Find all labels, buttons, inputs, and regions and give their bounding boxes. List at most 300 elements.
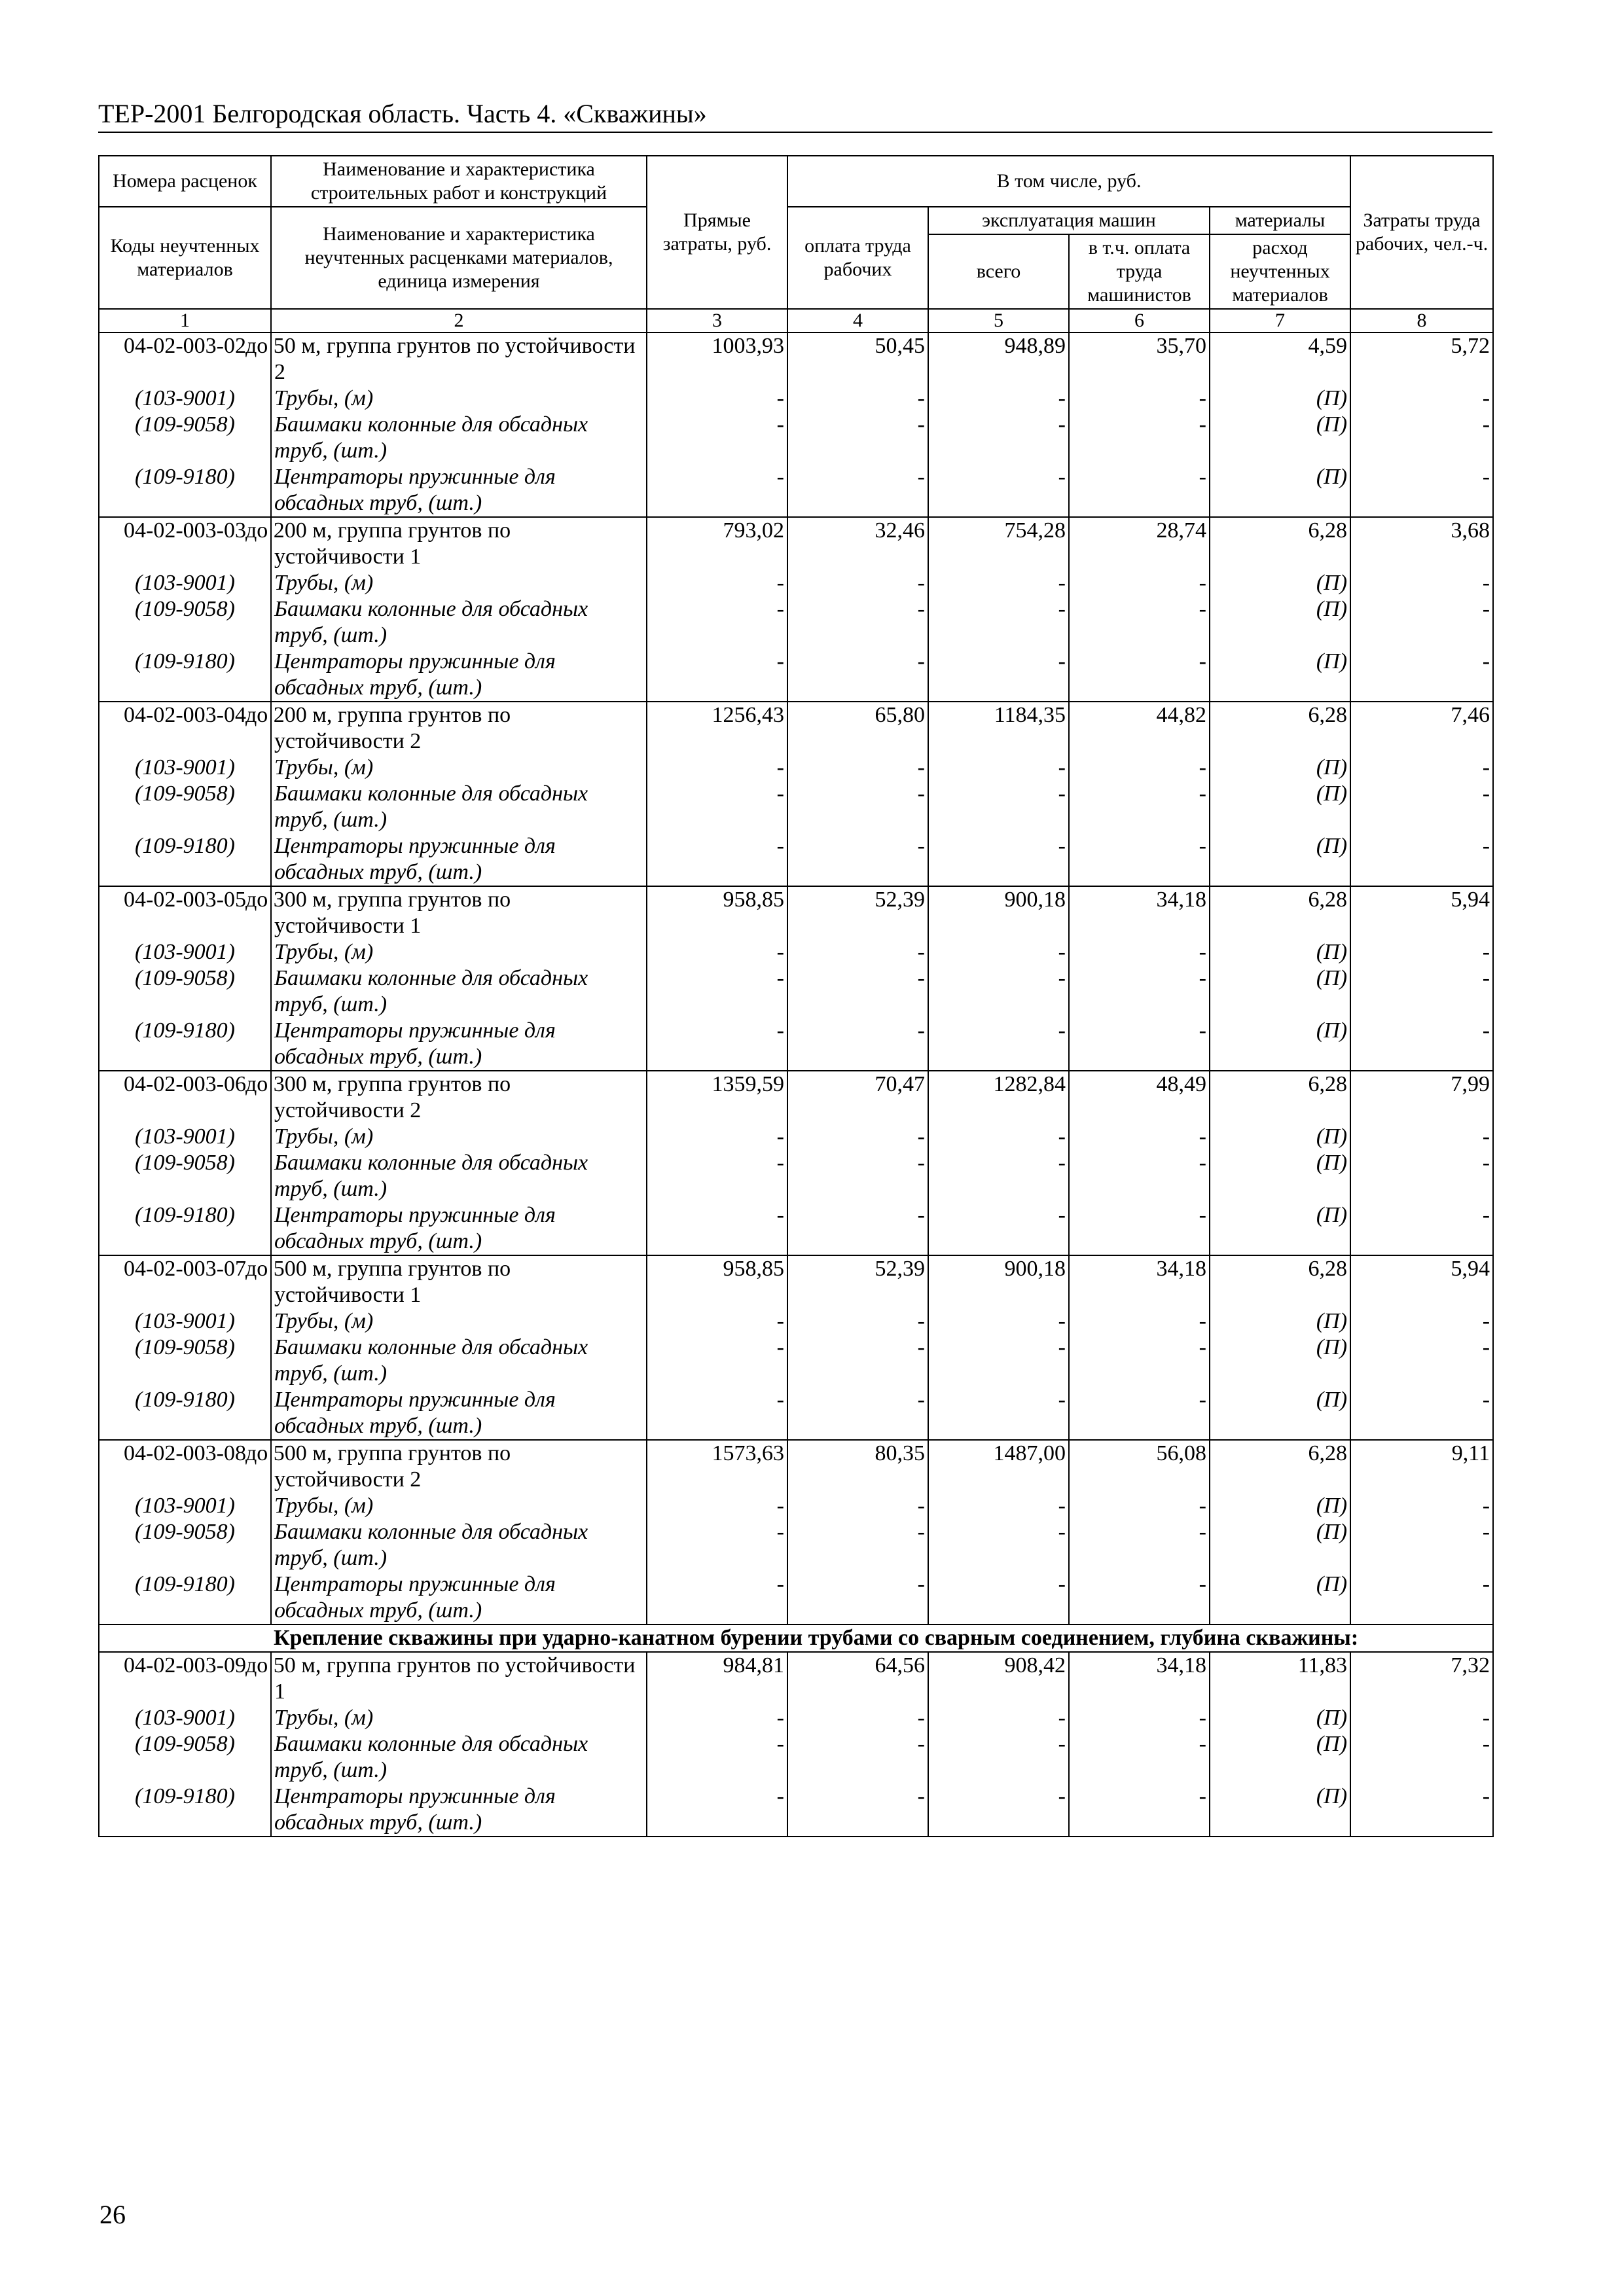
- workers-pay-value: -: [787, 570, 928, 596]
- labor-costs-value: -: [1350, 755, 1493, 781]
- material-code: (103-9001): [99, 755, 271, 781]
- rate-row: [99, 1071, 1493, 1124]
- material-name: Трубы, (м): [271, 1124, 647, 1150]
- material-row: [99, 386, 1493, 412]
- rate-code: 04-02-003-06: [99, 1071, 271, 1124]
- labor-costs-value: -: [1350, 1387, 1493, 1440]
- page-header-title: ТЕР-2001 Белгородская область. Часть 4. «Скважины»: [98, 99, 707, 128]
- materials-value: (П): [1210, 1705, 1350, 1731]
- machinists-pay-value: -: [1069, 1571, 1210, 1624]
- material-name: Башмаки колонные для обсадных труб, (шт.): [271, 596, 647, 649]
- material-name: Трубы, (м): [271, 1705, 647, 1731]
- materials-value: (П): [1210, 833, 1350, 886]
- material-code: (103-9001): [99, 570, 271, 596]
- machinists-pay-value: 34,18: [1069, 1255, 1210, 1308]
- machines-total-value: -: [928, 1150, 1069, 1202]
- material-name: Трубы, (м): [271, 570, 647, 596]
- machinists-pay-value: -: [1069, 649, 1210, 702]
- machinists-pay-value: -: [1069, 386, 1210, 412]
- workers-pay-value: -: [787, 1731, 928, 1784]
- direct-costs-value: -: [647, 939, 787, 965]
- header-machine-operation: эксплуатация машин: [928, 207, 1210, 234]
- materials-value: 6,28: [1210, 1071, 1350, 1124]
- work-name: до 500 м, группа грунтов по устойчивости 2: [271, 1440, 647, 1493]
- material-code: (103-9001): [99, 1124, 271, 1150]
- material-name: Башмаки колонные для обсадных труб, (шт.): [271, 1731, 647, 1784]
- machines-total-value: 1487,00: [928, 1440, 1069, 1493]
- labor-costs-value: -: [1350, 649, 1493, 702]
- header-machines-total: всего: [928, 234, 1069, 309]
- rate-row: [99, 702, 1493, 755]
- workers-pay-value: 70,47: [787, 1071, 928, 1124]
- machinists-pay-value: 34,18: [1069, 1652, 1210, 1705]
- material-name: Центраторы пружинные для обсадных труб, (шт.): [271, 649, 647, 702]
- material-code: (109-9058): [99, 965, 271, 1018]
- header-unaccounted-codes: Коды неучтенных материалов: [99, 207, 271, 309]
- labor-costs-value: -: [1350, 1493, 1493, 1519]
- materials-value: (П): [1210, 1731, 1350, 1784]
- labor-costs-value: -: [1350, 464, 1493, 517]
- workers-pay-value: -: [787, 1571, 928, 1624]
- workers-pay-value: -: [787, 1018, 928, 1071]
- workers-pay-value: -: [787, 1519, 928, 1571]
- workers-pay-value: -: [787, 1150, 928, 1202]
- direct-costs-value: 1573,63: [647, 1440, 787, 1493]
- material-code: (109-9180): [99, 1571, 271, 1624]
- machines-total-value: 900,18: [928, 1255, 1069, 1308]
- workers-pay-value: -: [787, 1705, 928, 1731]
- machines-total-value: 1282,84: [928, 1071, 1069, 1124]
- materials-value: (П): [1210, 1519, 1350, 1571]
- materials-value: (П): [1210, 1387, 1350, 1440]
- materials-value: (П): [1210, 1150, 1350, 1202]
- material-row: [99, 1493, 1493, 1519]
- rate-row: [99, 1255, 1493, 1308]
- machinists-pay-value: -: [1069, 1018, 1210, 1071]
- col-number: 2: [271, 309, 647, 332]
- machines-total-value: -: [928, 1571, 1069, 1624]
- machinists-pay-value: -: [1069, 781, 1210, 833]
- machines-total-value: -: [928, 1124, 1069, 1150]
- materials-value: (П): [1210, 1308, 1350, 1335]
- labor-costs-value: -: [1350, 965, 1493, 1018]
- machinists-pay-value: -: [1069, 1784, 1210, 1837]
- material-code: (103-9001): [99, 1308, 271, 1335]
- workers-pay-value: -: [787, 1335, 928, 1387]
- header-rate-number: Номера расценок: [99, 156, 271, 207]
- col-number: 5: [928, 309, 1069, 332]
- direct-costs-value: 984,81: [647, 1652, 787, 1705]
- material-name: Центраторы пружинные для обсадных труб, (шт.): [271, 1571, 647, 1624]
- materials-value: (П): [1210, 1202, 1350, 1255]
- materials-value: 6,28: [1210, 702, 1350, 755]
- labor-costs-value: 7,99: [1350, 1071, 1493, 1124]
- materials-value: (П): [1210, 965, 1350, 1018]
- material-row: [99, 1571, 1493, 1624]
- labor-costs-value: -: [1350, 781, 1493, 833]
- work-name: до 300 м, группа грунтов по устойчивости 1: [271, 886, 647, 939]
- rate-code: 04-02-003-09: [99, 1652, 271, 1705]
- materials-value: 6,28: [1210, 517, 1350, 570]
- machinists-pay-value: -: [1069, 1124, 1210, 1150]
- machinists-pay-value: -: [1069, 939, 1210, 965]
- rate-code: 04-02-003-04: [99, 702, 271, 755]
- workers-pay-value: -: [787, 464, 928, 517]
- machinists-pay-value: 28,74: [1069, 517, 1210, 570]
- materials-value: (П): [1210, 781, 1350, 833]
- material-code: (109-9058): [99, 412, 271, 464]
- material-row: [99, 781, 1493, 833]
- machinists-pay-value: -: [1069, 1519, 1210, 1571]
- labor-costs-value: -: [1350, 570, 1493, 596]
- machinists-pay-value: -: [1069, 1202, 1210, 1255]
- machines-total-value: -: [928, 386, 1069, 412]
- machines-total-value: -: [928, 1705, 1069, 1731]
- workers-pay-value: 80,35: [787, 1440, 928, 1493]
- machinists-pay-value: -: [1069, 1387, 1210, 1440]
- material-code: (109-9058): [99, 781, 271, 833]
- material-name: Трубы, (м): [271, 386, 647, 412]
- machines-total-value: 948,89: [928, 332, 1069, 386]
- machines-total-value: -: [928, 570, 1069, 596]
- workers-pay-value: -: [787, 939, 928, 965]
- header-unaccounted-names: Наименование и характеристика неучтенных расценками материалов, единица измерения: [271, 207, 647, 309]
- col-number: 6: [1069, 309, 1210, 332]
- direct-costs-value: -: [647, 1308, 787, 1335]
- machinists-pay-value: 44,82: [1069, 702, 1210, 755]
- work-name: до 500 м, группа грунтов по устойчивости 1: [271, 1255, 647, 1308]
- material-name: Центраторы пружинные для обсадных труб, (шт.): [271, 1387, 647, 1440]
- machines-total-value: -: [928, 1731, 1069, 1784]
- direct-costs-value: -: [647, 1571, 787, 1624]
- materials-value: (П): [1210, 1784, 1350, 1837]
- material-name: Башмаки колонные для обсадных труб, (шт.): [271, 1150, 647, 1202]
- labor-costs-value: 7,32: [1350, 1652, 1493, 1705]
- workers-pay-value: -: [787, 1784, 928, 1837]
- workers-pay-value: -: [787, 1493, 928, 1519]
- materials-value: (П): [1210, 386, 1350, 412]
- machines-total-value: 1184,35: [928, 702, 1069, 755]
- col-number: 4: [787, 309, 928, 332]
- material-name: Трубы, (м): [271, 1493, 647, 1519]
- work-name: до 300 м, группа грунтов по устойчивости 2: [271, 1071, 647, 1124]
- machinists-pay-value: -: [1069, 755, 1210, 781]
- workers-pay-value: -: [787, 781, 928, 833]
- machines-total-value: 908,42: [928, 1652, 1069, 1705]
- material-code: (103-9001): [99, 386, 271, 412]
- materials-value: (П): [1210, 649, 1350, 702]
- machines-total-value: -: [928, 1493, 1069, 1519]
- machines-total-value: 754,28: [928, 517, 1069, 570]
- header-machinists-pay: в т.ч. оплата труда машинистов: [1069, 234, 1210, 309]
- section-row: [99, 1624, 1493, 1652]
- direct-costs-value: 793,02: [647, 517, 787, 570]
- labor-costs-value: 5,94: [1350, 886, 1493, 939]
- material-name: Трубы, (м): [271, 939, 647, 965]
- direct-costs-value: 1003,93: [647, 332, 787, 386]
- direct-costs-value: -: [647, 412, 787, 464]
- direct-costs-value: -: [647, 1150, 787, 1202]
- materials-value: (П): [1210, 1018, 1350, 1071]
- rate-row: [99, 1652, 1493, 1705]
- material-row: [99, 755, 1493, 781]
- workers-pay-value: -: [787, 386, 928, 412]
- material-name: Центраторы пружинные для обсадных труб, (шт.): [271, 464, 647, 517]
- material-name: Трубы, (м): [271, 1308, 647, 1335]
- materials-value: 6,28: [1210, 886, 1350, 939]
- workers-pay-value: -: [787, 755, 928, 781]
- machinists-pay-value: -: [1069, 1493, 1210, 1519]
- material-name: Башмаки колонные для обсадных труб, (шт.): [271, 781, 647, 833]
- materials-value: (П): [1210, 755, 1350, 781]
- material-code: (109-9058): [99, 1150, 271, 1202]
- material-row: [99, 1731, 1493, 1784]
- direct-costs-value: -: [647, 464, 787, 517]
- machines-total-value: -: [928, 1202, 1069, 1255]
- rate-code: 04-02-003-05: [99, 886, 271, 939]
- table-body: [99, 332, 1493, 1837]
- workers-pay-value: 65,80: [787, 702, 928, 755]
- workers-pay-value: -: [787, 833, 928, 886]
- workers-pay-value: 50,45: [787, 332, 928, 386]
- machinists-pay-value: 56,08: [1069, 1440, 1210, 1493]
- rates-table: [98, 155, 1494, 1837]
- direct-costs-value: 1256,43: [647, 702, 787, 755]
- direct-costs-value: -: [647, 833, 787, 886]
- machinists-pay-value: 34,18: [1069, 886, 1210, 939]
- header-direct-costs: Прямые затраты, руб.: [647, 156, 787, 309]
- workers-pay-value: -: [787, 1202, 928, 1255]
- col-number: 8: [1350, 309, 1493, 332]
- machines-total-value: -: [928, 781, 1069, 833]
- col-number: 3: [647, 309, 787, 332]
- material-code: (109-9180): [99, 833, 271, 886]
- material-row: [99, 939, 1493, 965]
- material-code: (103-9001): [99, 939, 271, 965]
- material-code: (109-9180): [99, 649, 271, 702]
- machines-total-value: -: [928, 412, 1069, 464]
- machines-total-value: 900,18: [928, 886, 1069, 939]
- work-name: до 200 м, группа грунтов по устойчивости 2: [271, 702, 647, 755]
- direct-costs-value: -: [647, 386, 787, 412]
- material-code: (109-9180): [99, 1018, 271, 1071]
- direct-costs-value: -: [647, 1731, 787, 1784]
- labor-costs-value: -: [1350, 386, 1493, 412]
- machinists-pay-value: -: [1069, 1731, 1210, 1784]
- materials-value: (П): [1210, 1493, 1350, 1519]
- material-row: [99, 1202, 1493, 1255]
- labor-costs-value: -: [1350, 1202, 1493, 1255]
- header-materials: материалы: [1210, 207, 1350, 234]
- labor-costs-value: -: [1350, 833, 1493, 886]
- workers-pay-value: -: [787, 1387, 928, 1440]
- labor-costs-value: -: [1350, 1124, 1493, 1150]
- labor-costs-value: -: [1350, 1705, 1493, 1731]
- labor-costs-value: -: [1350, 1018, 1493, 1071]
- direct-costs-value: -: [647, 1705, 787, 1731]
- material-row: [99, 1150, 1493, 1202]
- machines-total-value: -: [928, 649, 1069, 702]
- machines-total-value: -: [928, 939, 1069, 965]
- material-row: [99, 649, 1493, 702]
- materials-value: 4,59: [1210, 332, 1350, 386]
- material-row: [99, 1519, 1493, 1571]
- machines-total-value: -: [928, 1784, 1069, 1837]
- material-code: (103-9001): [99, 1705, 271, 1731]
- machinists-pay-value: -: [1069, 412, 1210, 464]
- materials-value: (П): [1210, 596, 1350, 649]
- machinists-pay-value: -: [1069, 1335, 1210, 1387]
- header-workers-pay: оплата труда рабочих: [787, 207, 928, 309]
- header-labor-costs: Затраты труда рабочих, чел.-ч.: [1350, 156, 1493, 309]
- machines-total-value: -: [928, 1519, 1069, 1571]
- direct-costs-value: -: [647, 1018, 787, 1071]
- machinists-pay-value: -: [1069, 1150, 1210, 1202]
- workers-pay-value: -: [787, 649, 928, 702]
- materials-value: (П): [1210, 464, 1350, 517]
- direct-costs-value: -: [647, 570, 787, 596]
- labor-costs-value: -: [1350, 1571, 1493, 1624]
- workers-pay-value: 64,56: [787, 1652, 928, 1705]
- machines-total-value: -: [928, 965, 1069, 1018]
- labor-costs-value: -: [1350, 1731, 1493, 1784]
- work-name: до 50 м, группа грунтов по устойчивости 2: [271, 332, 647, 386]
- labor-costs-value: 5,72: [1350, 332, 1493, 386]
- direct-costs-value: -: [647, 1124, 787, 1150]
- material-row: [99, 833, 1493, 886]
- rate-code: 04-02-003-07: [99, 1255, 271, 1308]
- machinists-pay-value: -: [1069, 833, 1210, 886]
- header-unaccounted-consumption: расход неучтенных материалов: [1210, 234, 1350, 309]
- labor-costs-value: 7,46: [1350, 702, 1493, 755]
- material-row: [99, 1784, 1493, 1837]
- materials-value: (П): [1210, 570, 1350, 596]
- material-code: (109-9058): [99, 1335, 271, 1387]
- material-row: [99, 1308, 1493, 1335]
- material-row: [99, 570, 1493, 596]
- material-name: Центраторы пружинные для обсадных труб, (шт.): [271, 1202, 647, 1255]
- table-header: [99, 156, 1493, 332]
- material-code: (109-9058): [99, 1519, 271, 1571]
- material-row: [99, 464, 1493, 517]
- material-code: (109-9058): [99, 1731, 271, 1784]
- labor-costs-value: -: [1350, 412, 1493, 464]
- workers-pay-value: 52,39: [787, 886, 928, 939]
- machinists-pay-value: -: [1069, 965, 1210, 1018]
- workers-pay-value: -: [787, 412, 928, 464]
- labor-costs-value: -: [1350, 1784, 1493, 1837]
- materials-value: 6,28: [1210, 1440, 1350, 1493]
- direct-costs-value: 1359,59: [647, 1071, 787, 1124]
- workers-pay-value: -: [787, 1308, 928, 1335]
- direct-costs-value: 958,85: [647, 886, 787, 939]
- rate-row: [99, 517, 1493, 570]
- work-name: до 50 м, группа грунтов по устойчивости 1: [271, 1652, 647, 1705]
- labor-costs-value: -: [1350, 596, 1493, 649]
- labor-costs-value: 5,94: [1350, 1255, 1493, 1308]
- materials-value: (П): [1210, 412, 1350, 464]
- labor-costs-value: 9,11: [1350, 1440, 1493, 1493]
- material-code: (103-9001): [99, 1493, 271, 1519]
- material-name: Башмаки колонные для обсадных труб, (шт.): [271, 412, 647, 464]
- machines-total-value: -: [928, 464, 1069, 517]
- materials-value: (П): [1210, 1571, 1350, 1624]
- direct-costs-value: -: [647, 755, 787, 781]
- machines-total-value: -: [928, 1387, 1069, 1440]
- direct-costs-value: -: [647, 781, 787, 833]
- material-name: Башмаки колонные для обсадных труб, (шт.): [271, 1519, 647, 1571]
- material-name: Башмаки колонные для обсадных труб, (шт.): [271, 1335, 647, 1387]
- direct-costs-value: -: [647, 1387, 787, 1440]
- rate-code: 04-02-003-03: [99, 517, 271, 570]
- material-code: (109-9180): [99, 1387, 271, 1440]
- col-number: 1: [99, 309, 271, 332]
- rate-row: [99, 886, 1493, 939]
- direct-costs-value: -: [647, 596, 787, 649]
- direct-costs-value: -: [647, 649, 787, 702]
- material-row: [99, 1705, 1493, 1731]
- direct-costs-value: -: [647, 1784, 787, 1837]
- labor-costs-value: -: [1350, 939, 1493, 965]
- material-code: (109-9180): [99, 1202, 271, 1255]
- direct-costs-value: -: [647, 1519, 787, 1571]
- machines-total-value: -: [928, 1018, 1069, 1071]
- machines-total-value: -: [928, 1308, 1069, 1335]
- machines-total-value: -: [928, 755, 1069, 781]
- machinists-pay-value: 48,49: [1069, 1071, 1210, 1124]
- material-name: Центраторы пружинные для обсадных труб, (шт.): [271, 833, 647, 886]
- materials-value: (П): [1210, 939, 1350, 965]
- material-row: [99, 1387, 1493, 1440]
- header-including: В том числе, руб.: [787, 156, 1350, 207]
- material-row: [99, 596, 1493, 649]
- material-row: [99, 1124, 1493, 1150]
- machines-total-value: -: [928, 596, 1069, 649]
- work-name: до 200 м, группа грунтов по устойчивости 1: [271, 517, 647, 570]
- material-name: Башмаки колонные для обсадных труб, (шт.): [271, 965, 647, 1018]
- section-spacer: [99, 1624, 271, 1652]
- materials-value: (П): [1210, 1124, 1350, 1150]
- labor-costs-value: -: [1350, 1519, 1493, 1571]
- labor-costs-value: 3,68: [1350, 517, 1493, 570]
- material-row: [99, 1018, 1493, 1071]
- machinists-pay-value: -: [1069, 1705, 1210, 1731]
- machinists-pay-value: -: [1069, 570, 1210, 596]
- rate-row: [99, 332, 1493, 386]
- labor-costs-value: -: [1350, 1308, 1493, 1335]
- rate-row: [99, 1440, 1493, 1493]
- machinists-pay-value: 35,70: [1069, 332, 1210, 386]
- workers-pay-value: -: [787, 965, 928, 1018]
- rate-code: 04-02-003-02: [99, 332, 271, 386]
- material-row: [99, 412, 1493, 464]
- machines-total-value: -: [928, 833, 1069, 886]
- labor-costs-value: -: [1350, 1150, 1493, 1202]
- workers-pay-value: -: [787, 596, 928, 649]
- workers-pay-value: -: [787, 1124, 928, 1150]
- material-name: Центраторы пружинные для обсадных труб, (шт.): [271, 1784, 647, 1837]
- material-row: [99, 965, 1493, 1018]
- machinists-pay-value: -: [1069, 596, 1210, 649]
- direct-costs-value: 958,85: [647, 1255, 787, 1308]
- machinists-pay-value: -: [1069, 464, 1210, 517]
- page-number: 26: [99, 2200, 126, 2229]
- direct-costs-value: -: [647, 1493, 787, 1519]
- machinists-pay-value: -: [1069, 1308, 1210, 1335]
- header-work-name: Наименование и характеристика строительных работ и конструкций: [271, 156, 647, 207]
- material-code: (109-9058): [99, 596, 271, 649]
- labor-costs-value: -: [1350, 1335, 1493, 1387]
